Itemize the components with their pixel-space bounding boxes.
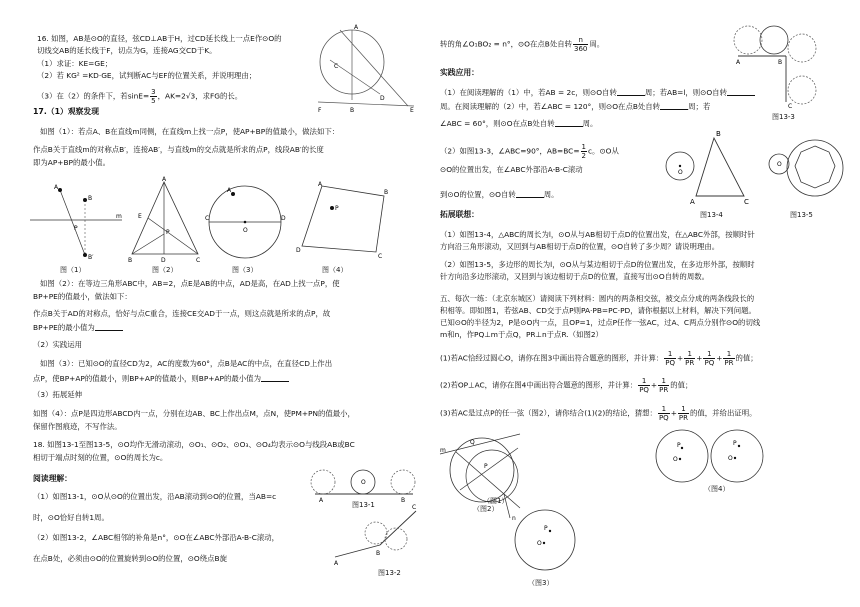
figure-13-5 xyxy=(765,130,845,210)
fig-caption-4: 图（4） xyxy=(322,266,348,274)
practice-line1: （1）在阅读理解的（1）中，若AB = 2c，则⊙O自转 周；若AB=l，则⊙O自转 xyxy=(440,87,755,98)
q17-sub3: （3）拓展延伸 xyxy=(33,390,83,399)
ext-line4: 针方向沿多边形滚动，又回到与该边相切于点D的位置，直接写出⊙O自转的周数。 xyxy=(440,272,709,281)
caption-fig4: （图4） xyxy=(704,485,730,493)
q5-part1: (1)若AC恰经过圆心O，请你在图3中画出符合题意的图形，并计算： $\frac{1}{PQ}$ + $\frac{1}{PR}$ + $\frac{1}{PQ}$ + $\frac{1}{PR}$ 的值； xyxy=(440,350,758,367)
q17-p4-l2: 保留作图痕迹，不写作法。 xyxy=(33,422,122,431)
svg-text:O: O xyxy=(678,169,683,176)
q5-part3: (3)若AC是过点P的任一弦（图2），请你结合(1)(2)的结论，猜想： $\frac{1}{PQ}$ + $\frac{1}{PR}$ 的值，并给出证明。 xyxy=(440,405,757,422)
svg-text:A: A xyxy=(162,176,167,183)
answer-blank[interactable] xyxy=(660,101,688,110)
q17-figure-1 xyxy=(30,180,125,265)
rot-fraction: $\frac{n}{360}$ xyxy=(574,36,588,53)
q18-line2: 相切于端点时刻的位置，⊙O的周长为c。 xyxy=(33,453,168,462)
svg-text:P: P xyxy=(335,205,339,212)
q17-title: 17.（1）观察发现 xyxy=(33,107,100,116)
figure-13-3 xyxy=(730,18,830,110)
q16-line4: （2）若 KG² =KD·GE，试判断AC与EF的位置关系，并说明理由； xyxy=(37,71,257,80)
q5-line3: 已知⊙O的半径为2，P是⊙O内一点，且OP=1，过点P任作一弦AC，过A、C两点分别作⊙O的切线 xyxy=(440,318,761,327)
fig-caption-1: 图（1） xyxy=(60,266,86,274)
svg-text:A: A xyxy=(227,187,232,194)
circle-figure-4b xyxy=(709,428,767,486)
read-title: 阅读理解： xyxy=(33,474,72,483)
svg-text:P: P xyxy=(166,229,170,236)
q16-line2: 切线交AB的延长线于F，切点为G，连接AG交CD于K。 xyxy=(37,46,217,55)
svg-text:P: P xyxy=(733,440,737,447)
answer-blank[interactable] xyxy=(617,87,645,96)
half-fraction: $\frac{1}{2}$ xyxy=(581,143,586,160)
svg-text:n: n xyxy=(512,515,516,522)
svg-text:C: C xyxy=(788,103,793,110)
practice-line3: ∠ABC = 60°，则⊙O在点B处自转 周。 xyxy=(440,119,598,128)
svg-text:B: B xyxy=(376,550,381,557)
svg-text:B: B xyxy=(778,59,783,66)
svg-text:O: O xyxy=(673,456,678,463)
circle-figure-4a xyxy=(654,428,712,486)
q5-line4: m和n，作PQ⊥m于点Q，PR⊥n于点R.（如图2） xyxy=(440,330,603,339)
svg-text:A: A xyxy=(319,497,324,504)
svg-text:C: C xyxy=(744,198,749,206)
fig-caption-2: 图（2） xyxy=(152,266,178,274)
svg-text:B: B xyxy=(350,107,355,114)
svg-text:C: C xyxy=(196,257,201,264)
caption-fig1: （图1） xyxy=(483,497,509,505)
svg-text:A: A xyxy=(334,560,339,567)
svg-text:A: A xyxy=(354,24,359,31)
svg-text:B: B xyxy=(128,257,133,264)
q17-p1-l3: 即为AP+BP的最小值。 xyxy=(33,158,110,167)
svg-text:A: A xyxy=(318,181,323,188)
svg-text:B: B xyxy=(384,189,389,196)
svg-text:C: C xyxy=(205,215,210,222)
svg-text:D: D xyxy=(281,215,286,222)
practice-line2: 周。在阅读理解的（2）中，若∠ABC = 120°，则⊙O在点B处自转 周；若 xyxy=(440,102,711,111)
answer-blank[interactable] xyxy=(261,373,289,382)
answer-blank[interactable] xyxy=(555,118,583,127)
svg-text:m: m xyxy=(440,447,446,454)
svg-text:Q: Q xyxy=(470,439,475,446)
circle-figure-3 xyxy=(510,505,580,575)
q16-line5: （3）在（2）的条件下，若sinE= $\frac{3}{5}$ ，AK=2√3，求FG的长。 xyxy=(37,88,243,105)
q5-part2: (2)若OP⊥AC，请你在图4中画出符合题意的图形，并计算： $\frac{1}{PQ}$ + $\frac{1}{PR}$ 的值； xyxy=(440,377,693,394)
svg-text:D: D xyxy=(296,247,301,254)
svg-text:A: A xyxy=(690,198,695,206)
q17-figure-4 xyxy=(292,180,392,265)
caption-fig2: （图2） xyxy=(473,505,499,513)
practice-line4: （2）如图13-3，∠ABC=90°，AB=BC= $\frac{1}{2}$ c。⊙O从 xyxy=(440,143,619,160)
svg-text:P: P xyxy=(677,442,681,449)
q17-p4-l1: 如图（4）：点P是四边形ABCD内一点，分别在边AB、BC上作出点M，点N，使PM+PN的值最小， xyxy=(33,409,355,418)
svg-text:O: O xyxy=(537,540,542,547)
caption-13-1: 图13-1 xyxy=(352,501,375,509)
svg-text:A: A xyxy=(736,59,741,66)
practice-line6: 到⊙O的位置，⊙O自转 周。 xyxy=(440,190,559,199)
svg-text:C: C xyxy=(378,253,383,260)
svg-text:B: B xyxy=(401,497,406,504)
svg-text:m: m xyxy=(116,213,122,220)
svg-text:D: D xyxy=(161,257,166,264)
svg-text:P: P xyxy=(74,225,78,232)
answer-blank[interactable] xyxy=(95,322,123,331)
svg-text:D: D xyxy=(380,95,385,102)
fig-caption-3: 图（3） xyxy=(232,266,258,274)
caption-13-4: 图13-4 xyxy=(700,211,723,219)
q17-p1-l1: 如图（1）：若点A、B在直线m同侧，在直线m上找一点P，使AP+BP的值最小，做法如下： xyxy=(40,127,340,136)
figure-13-2 xyxy=(330,505,420,570)
caption-13-3: 图13-3 xyxy=(772,113,795,121)
svg-text:C: C xyxy=(412,504,417,511)
read-line4: 在点B处，必须由⊙O的位置旋转到⊙O的位置，⊙O绕点B旋 xyxy=(33,554,227,563)
svg-text:B′: B′ xyxy=(88,254,94,261)
svg-text:C: C xyxy=(334,63,339,70)
caption-fig3: （图3） xyxy=(528,579,554,587)
q17-p2-l3: 作点B关于AD的对称点，恰好与点C重合，连接CE交AD于一点，则这点就是所求的点P，故 xyxy=(33,309,331,318)
q18-line1: 18. 如图13-1至图13-5，⊙O均作无滑动滚动，⊙O₁、⊙O₂、⊙O₃、⊙O₄均表示⊙O与线段AB或BC xyxy=(33,440,355,449)
sine-fraction: $\frac{3}{5}$ xyxy=(151,88,156,105)
q17-figure-2 xyxy=(128,178,203,266)
q17-sub2: （2）实践运用 xyxy=(33,340,83,349)
rot-line: 转的角∠O₁BO₂ = n°，⊙O在点B处自转 $\frac{n}{360}$ 周。 xyxy=(440,36,605,53)
svg-text:E: E xyxy=(410,107,414,114)
figure-13-1 xyxy=(305,458,420,503)
ext-line2: 方向沿三角形滚动，又回到与AB相切于点D的位置，⊙O自转了多少周？请说明理由。 xyxy=(440,242,720,251)
svg-text:F: F xyxy=(318,107,322,114)
caption-13-2: 图13-2 xyxy=(378,569,401,577)
svg-text:P: P xyxy=(484,463,488,470)
q17-p2-l1: 如图（2）：在等边三角形ABC中，AB=2，点E是AB的中点，AD是高，在AD上找一点P，使 xyxy=(40,279,340,288)
q16-line3: （1）求证：KE=GE； xyxy=(37,59,113,68)
read-line2: 时，⊙O恰好自转1周。 xyxy=(33,513,109,522)
svg-text:O: O xyxy=(777,161,782,168)
ext-line1: （1）如图13-4，△ABC的周长为l，⊙O从与AB相切于点D的位置出发，在△ABC外部，按顺时针 xyxy=(440,230,755,239)
q17-figure-3 xyxy=(205,180,290,265)
ext-title: 拓展联想： xyxy=(440,210,479,219)
q17-p1-l2: 作点B关于直线m的对称点B′，连接AB′，与直线m的交点就是所求的点P，线段AB′的长度 xyxy=(33,145,324,154)
svg-text:O: O xyxy=(728,455,733,462)
svg-text:E: E xyxy=(138,213,142,220)
answer-blank[interactable] xyxy=(516,189,544,198)
caption-13-5: 图13-5 xyxy=(790,211,813,219)
practice-title: 实践应用： xyxy=(440,68,479,77)
read-line3: （2）如图13-2，∠ABC相邻的补角是n°，⊙O在∠ABC外部沿A-B-C滚动， xyxy=(33,533,280,542)
svg-text:P: P xyxy=(544,525,548,532)
q5-line1: 五、每次一练：（北京东城区）请阅读下列材料：圆内的两条相交弦，被交点分成的两条线段长的 xyxy=(440,294,755,303)
q16-line1: 16. 如图，AB是⊙O的直径，弦CD⊥AB于H，过CD延长线上一点E作⊙O的 xyxy=(37,34,282,43)
q17-p3-l2: 点P，使BP+AP的值最小，则BP+AP的值最小，则BP+AP的最小值为 xyxy=(33,373,289,384)
q16-figure xyxy=(310,20,420,115)
svg-text:B: B xyxy=(716,130,721,138)
q17-p2-l2: BP+PE的值最小，做法如下： xyxy=(33,292,132,301)
svg-text:O: O xyxy=(361,479,366,486)
svg-text:A: A xyxy=(54,184,59,191)
q17-p3-l1: 如图（3）：已知⊙O的直径CD为2，AC的度数为60°，点B是AC的中点，在直径CD上作出 xyxy=(40,359,333,368)
figure-13-4 xyxy=(660,130,750,210)
ext-line3: （2）如图13-5，多边形的周长为l，⊙O从与某边相切于点D的位置出发，在多边形外部，按顺时 xyxy=(440,260,755,269)
practice-line5: ⊙O的位置出发，在∠ABC外部沿A-B-C滚动 xyxy=(440,165,583,174)
q17-p2-l4: BP+PE的最小值为 xyxy=(33,322,123,333)
svg-text:B: B xyxy=(88,195,93,202)
svg-text:O: O xyxy=(243,227,248,234)
q5-line2: 积相等。即如图1，若弦AB、CD交于点P则PA·PB=PC·PD，请你根据以上材料，解决下列问题。 xyxy=(440,306,756,315)
read-line1: （1）如图13-1，⊙O从⊙O的位置出发，沿AB滚动到⊙O的位置，当AB=c xyxy=(33,492,277,501)
